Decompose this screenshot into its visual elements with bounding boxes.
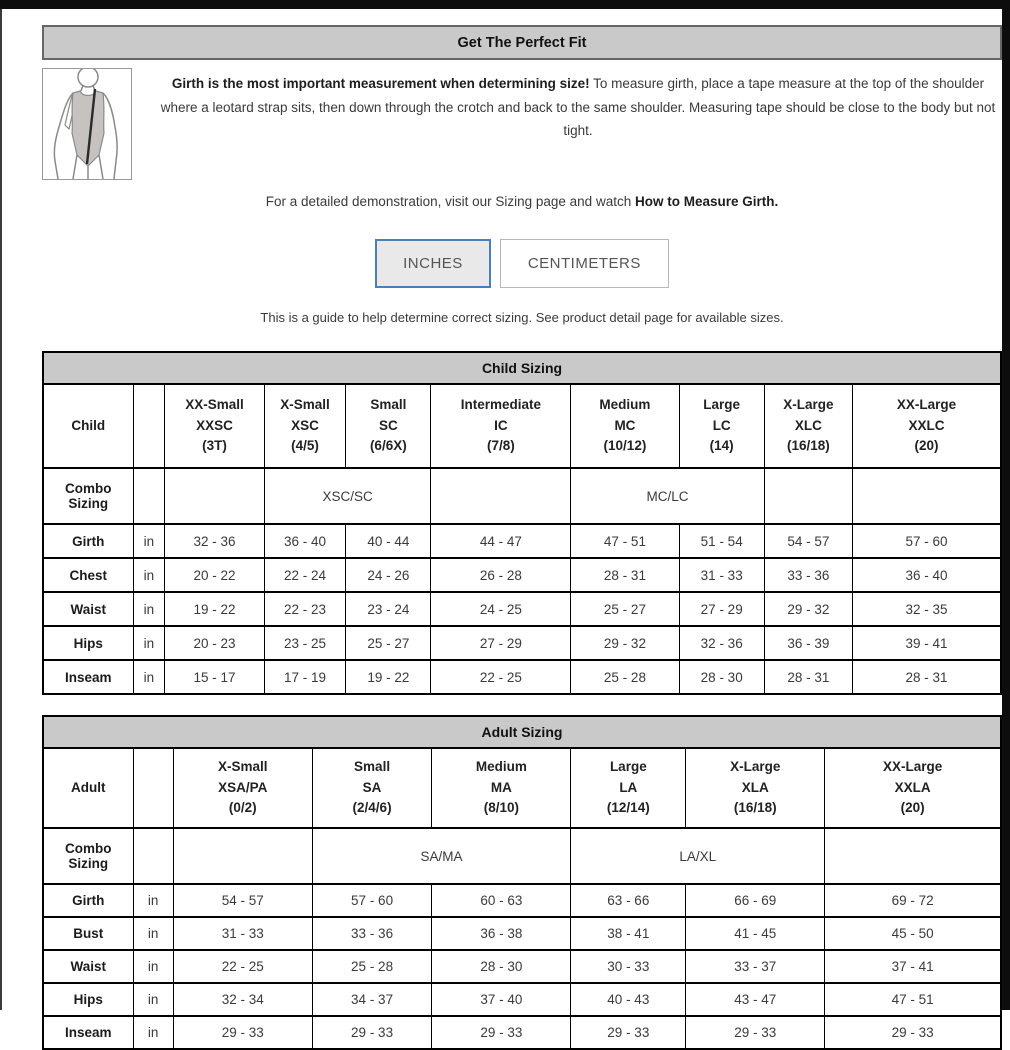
measurement-value: 43 - 47	[686, 983, 825, 1016]
size-header-row	[43, 748, 1001, 828]
measurement-value: 25 - 27	[571, 592, 679, 626]
size-column-header: X-Small XSC (4/5)	[264, 384, 345, 468]
unit-cell: in	[133, 950, 173, 983]
measurement-label: Inseam	[43, 660, 133, 694]
measurement-value: 24 - 26	[346, 558, 431, 592]
unit-cell: in	[133, 558, 165, 592]
measurement-value: 40 - 43	[571, 983, 686, 1016]
measurement-value: 34 - 37	[312, 983, 432, 1016]
combo-size-value: MC/LC	[571, 468, 765, 524]
size-column-header: XX-Small XXSC (3T)	[165, 384, 265, 468]
measurement-value: 23 - 24	[346, 592, 431, 626]
combo-empty-cell	[431, 468, 571, 524]
measurement-value: 32 - 36	[679, 626, 764, 660]
measurement-value: 22 - 25	[431, 660, 571, 694]
unit-cell: in	[133, 524, 165, 558]
measurement-value: 25 - 28	[571, 660, 679, 694]
page-title-bar	[42, 25, 1002, 60]
measurement-value: 44 - 47	[431, 524, 571, 558]
measurement-row	[43, 626, 1001, 660]
measurement-value: 33 - 36	[312, 917, 432, 950]
unit-cell: in	[133, 884, 173, 917]
measurement-value: 33 - 36	[764, 558, 852, 592]
measurement-value: 36 - 38	[432, 917, 571, 950]
measurement-row	[43, 1016, 1001, 1049]
measurement-value: 19 - 22	[165, 592, 265, 626]
size-column-header: Intermediate IC (7/8)	[431, 384, 571, 468]
measurement-value: 27 - 29	[679, 592, 764, 626]
measurement-value: 28 - 31	[852, 660, 1001, 694]
combo-sizing-row	[43, 828, 1001, 884]
combo-empty-cell	[165, 468, 265, 524]
combo-empty-cell	[825, 828, 1001, 884]
measurement-row	[43, 592, 1001, 626]
measurement-value: 38 - 41	[571, 917, 686, 950]
measurement-value: 26 - 28	[431, 558, 571, 592]
child-sizing-table	[42, 351, 1002, 695]
measurement-label: Chest	[43, 558, 133, 592]
measurement-value: 27 - 29	[431, 626, 571, 660]
combo-unit-cell	[133, 828, 173, 884]
measurement-value: 32 - 35	[852, 592, 1001, 626]
measurement-value: 32 - 34	[173, 983, 312, 1016]
measurement-value: 28 - 30	[679, 660, 764, 694]
measurement-value: 20 - 22	[165, 558, 265, 592]
unit-cell: in	[133, 626, 165, 660]
measurement-value: 29 - 32	[571, 626, 679, 660]
combo-size-value: SA/MA	[312, 828, 571, 884]
measurement-value: 19 - 22	[346, 660, 431, 694]
measurement-value: 66 - 69	[686, 884, 825, 917]
size-column-header: Medium MA (8/10)	[432, 748, 571, 828]
measurement-label: Waist	[43, 592, 133, 626]
measurement-value: 54 - 57	[764, 524, 852, 558]
page-title: Get The Perfect Fit	[457, 34, 587, 51]
measurement-label: Hips	[43, 983, 133, 1016]
measurement-row	[43, 558, 1001, 592]
measurement-value: 29 - 33	[173, 1016, 312, 1049]
girth-instructions-rest: To measure girth, place a tape measure at the top of the shoulder where a leotard strap sits, then down through the crotch and back to the same shoulder. Measuring tape should be close to the body but not tight.	[160, 76, 996, 139]
leotard-illustration	[42, 68, 132, 180]
measurement-value: 36 - 40	[852, 558, 1001, 592]
page-frame-top	[0, 0, 1010, 9]
table-title: Adult Sizing	[43, 716, 1001, 748]
measurement-value: 25 - 28	[312, 950, 432, 983]
table-title: Child Sizing	[43, 352, 1001, 384]
measurement-value: 51 - 54	[679, 524, 764, 558]
inches-button[interactable]: INCHES	[375, 239, 491, 288]
sizing-guide-note: This is a guide to help determine correct sizing. See product detail page for available sizes.	[260, 310, 784, 325]
measurement-value: 57 - 60	[312, 884, 432, 917]
measurement-row	[43, 917, 1001, 950]
measurement-value: 20 - 23	[165, 626, 265, 660]
measurement-value: 69 - 72	[825, 884, 1001, 917]
measurement-value: 25 - 27	[346, 626, 431, 660]
measurement-row	[43, 660, 1001, 694]
measurement-label: Waist	[43, 950, 133, 983]
centimeters-button[interactable]: CENTIMETERS	[500, 239, 669, 288]
measurement-value: 40 - 44	[346, 524, 431, 558]
measurement-label: Bust	[43, 917, 133, 950]
size-column-header: X-Large XLC (16/18)	[764, 384, 852, 468]
measurement-value: 29 - 33	[825, 1016, 1001, 1049]
unit-column-header	[133, 748, 173, 828]
girth-instructions	[132, 68, 1002, 180]
measurement-value: 15 - 17	[165, 660, 265, 694]
table-title-row	[43, 716, 1001, 748]
combo-empty-cell	[173, 828, 312, 884]
measurement-value: 29 - 33	[686, 1016, 825, 1049]
table-title-row	[43, 352, 1001, 384]
measurement-value: 22 - 25	[173, 950, 312, 983]
size-column-header: Medium MC (10/12)	[571, 384, 679, 468]
measurement-value: 36 - 39	[764, 626, 852, 660]
measurement-row	[43, 950, 1001, 983]
measurement-row	[43, 983, 1001, 1016]
unit-cell: in	[133, 983, 173, 1016]
unit-cell: in	[133, 660, 165, 694]
measurement-value: 36 - 40	[264, 524, 345, 558]
measurement-value: 31 - 33	[679, 558, 764, 592]
measurement-value: 29 - 33	[571, 1016, 686, 1049]
combo-sizing-label: Combo Sizing	[43, 468, 133, 524]
measurement-value: 31 - 33	[173, 917, 312, 950]
measurement-value: 37 - 41	[825, 950, 1001, 983]
measurement-value: 22 - 23	[264, 592, 345, 626]
demo-link-line	[42, 194, 1002, 209]
measurement-value: 28 - 31	[571, 558, 679, 592]
measurement-value: 33 - 37	[686, 950, 825, 983]
measurement-value: 39 - 41	[852, 626, 1001, 660]
measurement-row	[43, 884, 1001, 917]
measurement-value: 29 - 33	[312, 1016, 432, 1049]
combo-empty-cell	[764, 468, 852, 524]
measurement-value: 23 - 25	[264, 626, 345, 660]
unit-cell: in	[133, 592, 165, 626]
measurement-value: 29 - 32	[764, 592, 852, 626]
measurement-value: 57 - 60	[852, 524, 1001, 558]
table-group-label: Adult	[43, 748, 133, 828]
girth-intro-section	[42, 68, 1002, 180]
measurement-value: 24 - 25	[431, 592, 571, 626]
girth-instructions-bold: Girth is the most important measurement when determining size!	[171, 76, 590, 91]
measurement-value: 17 - 19	[264, 660, 345, 694]
measurement-value: 45 - 50	[825, 917, 1001, 950]
measurement-value: 28 - 31	[764, 660, 852, 694]
combo-unit-cell	[133, 468, 165, 524]
unit-column-header	[133, 384, 165, 468]
measurement-value: 47 - 51	[825, 983, 1001, 1016]
measurement-value: 54 - 57	[173, 884, 312, 917]
girth-measurement-figure-icon	[43, 69, 131, 179]
unit-cell: in	[133, 917, 173, 950]
page-frame-right	[1002, 0, 1010, 1010]
measurement-value: 47 - 51	[571, 524, 679, 558]
adult-sizing-table	[42, 715, 1002, 1050]
measurement-label: Hips	[43, 626, 133, 660]
combo-empty-cell	[852, 468, 1001, 524]
measurement-value: 22 - 24	[264, 558, 345, 592]
measurement-value: 29 - 33	[432, 1016, 571, 1049]
combo-size-value: LA/XL	[571, 828, 825, 884]
unit-toggle-group	[42, 239, 1002, 288]
measurement-value: 63 - 66	[571, 884, 686, 917]
table-group-label: Child	[43, 384, 133, 468]
combo-sizing-label: Combo Sizing	[43, 828, 133, 884]
measurement-value: 37 - 40	[432, 983, 571, 1016]
measurement-value: 32 - 36	[165, 524, 265, 558]
measurement-value: 28 - 30	[432, 950, 571, 983]
measurement-value: 60 - 63	[432, 884, 571, 917]
measurement-label: Inseam	[43, 1016, 133, 1049]
size-column-header: Small SC (6/6X)	[346, 384, 431, 468]
size-column-header: X-Small XSA/PA (0/2)	[173, 748, 312, 828]
size-column-header: XX-Large XXLA (20)	[825, 748, 1001, 828]
measurement-label: Girth	[43, 524, 133, 558]
size-column-header: Large LA (12/14)	[571, 748, 686, 828]
measurement-row	[43, 524, 1001, 558]
sizing-guide-page	[42, 25, 1002, 1050]
measurement-value: 41 - 45	[686, 917, 825, 950]
size-column-header: Large LC (14)	[679, 384, 764, 468]
combo-size-value: XSC/SC	[264, 468, 431, 524]
demo-bold-text: How to Measure Girth.	[634, 194, 779, 209]
size-column-header: XX-Large XXLC (20)	[852, 384, 1001, 468]
size-header-row	[43, 384, 1001, 468]
measurement-label: Girth	[43, 884, 133, 917]
unit-cell: in	[133, 1016, 173, 1049]
combo-sizing-row	[43, 468, 1001, 524]
demo-text: For a detailed demonstration, visit our Sizing page and watch	[265, 194, 635, 209]
size-column-header: Small SA (2/4/6)	[312, 748, 432, 828]
page-frame-left	[0, 9, 2, 1010]
size-column-header: X-Large XLA (16/18)	[686, 748, 825, 828]
measurement-value: 30 - 33	[571, 950, 686, 983]
